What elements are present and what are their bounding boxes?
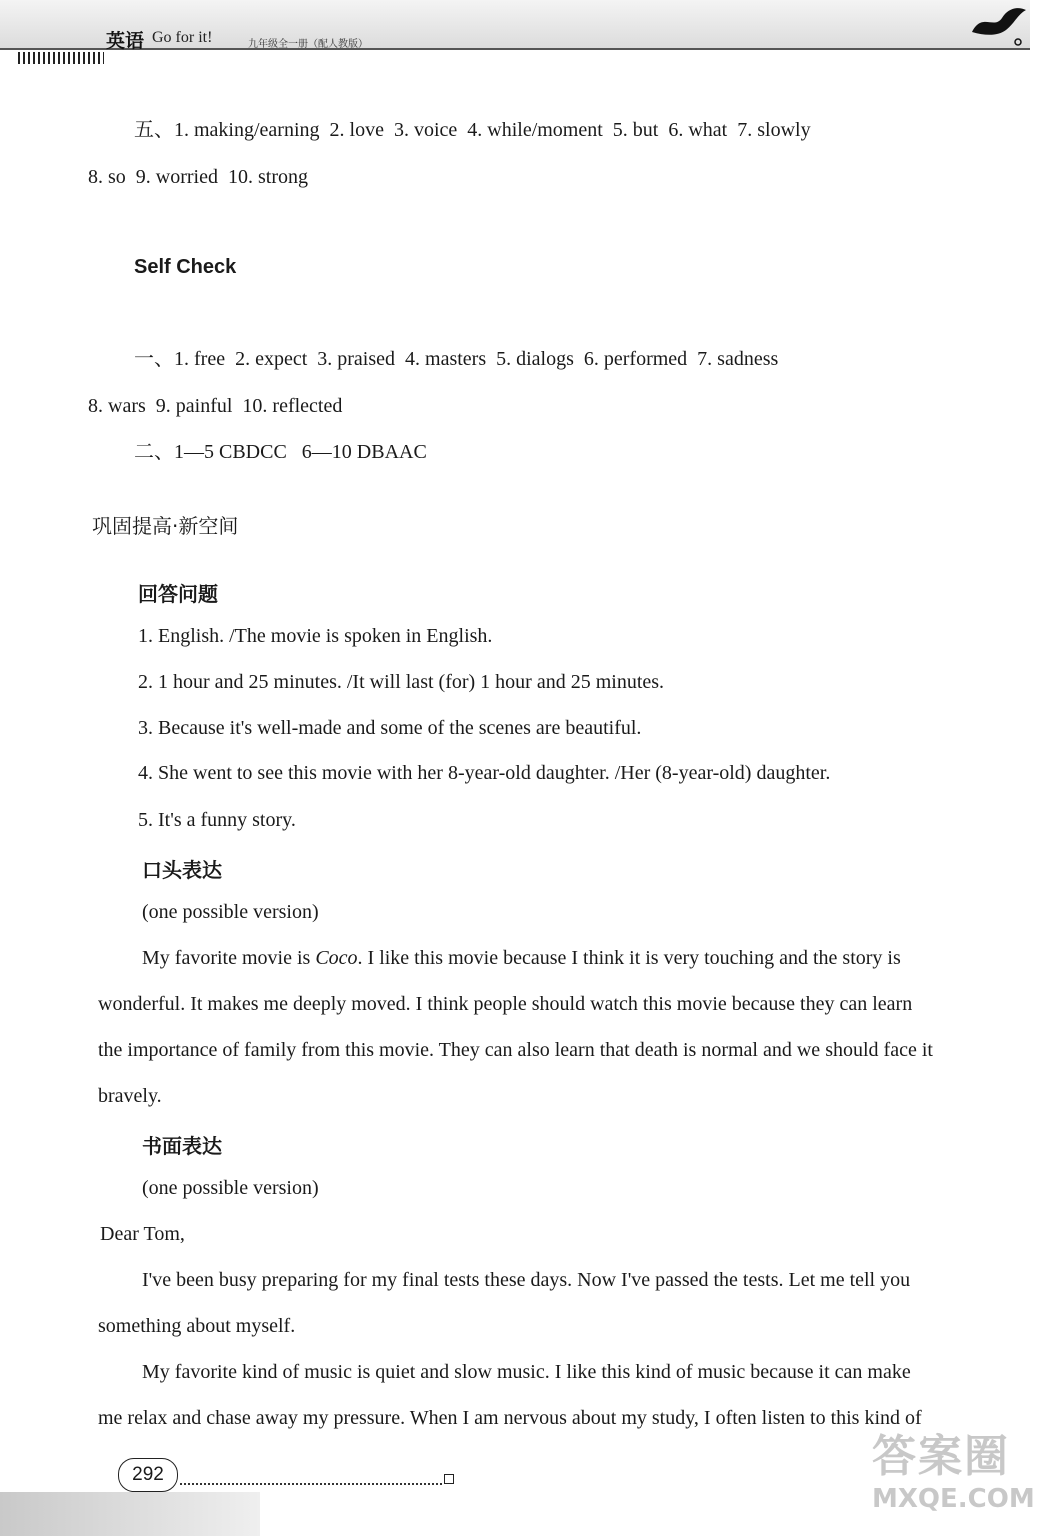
watermark-url: MXQE.COM xyxy=(872,1484,1035,1514)
watermark xyxy=(872,1420,1042,1530)
qa-heading: 回答问题 xyxy=(138,582,218,606)
qa-answer: 4. She went to see this movie with her 8-year-old daughter. /Her (8-year-old) daughter. xyxy=(138,762,831,784)
exercise-one-line-2: 8. wars 9. painful 10. reflected xyxy=(88,395,343,417)
oral-text: My favorite movie is xyxy=(142,947,316,969)
qa-answer: 5. It's a funny story. xyxy=(138,809,296,831)
exercise-one-line-1: 一、1. free 2. expect 3. praised 4. masters 5. dialogs 6. performed 7. sadness xyxy=(134,348,779,370)
letter-line-1: I've been busy preparing for my final tests these days. Now I've passed the tests. Let me tell you xyxy=(142,1269,911,1291)
oral-heading: 口头表达 xyxy=(142,858,222,882)
oral-paragraph-line-4: bravely. xyxy=(98,1085,162,1107)
footer-dotted-line xyxy=(180,1463,442,1485)
exercise-five-line-2: 8. so 9. worried 10. strong xyxy=(88,166,308,188)
section-heading: 巩固提高·新空间 xyxy=(92,514,239,538)
watermark-text: 答案圈 xyxy=(872,1431,1010,1482)
letter-line-4: me relax and chase away my pressure. When I am nervous about my study, I often listen to this kind of xyxy=(98,1407,922,1429)
written-heading: 书面表达 xyxy=(142,1134,222,1158)
oral-paragraph-line-3: the importance of family from this movie. They can also learn that death is normal and we should face it xyxy=(98,1039,933,1061)
footer-band xyxy=(0,1492,260,1536)
exercise-five-line-1: 五、1. making/earning 2. love 3. voice 4. while/moment 5. but 6. what 7. slowly xyxy=(134,119,811,141)
self-check-heading: Self Check xyxy=(134,256,237,278)
qa-answer: 2. 1 hour and 25 minutes. /It will last (for) 1 hour and 25 minutes. xyxy=(138,671,665,693)
header-grade-label: 九年级全一册（配人教版） xyxy=(248,39,368,50)
letter-line-2: something about myself. xyxy=(98,1315,296,1337)
qa-answer: 1. English. /The movie is spoken in English. xyxy=(138,625,493,647)
header-subtitle: Go for it! xyxy=(152,29,213,46)
letter-salutation: Dear Tom, xyxy=(100,1223,185,1245)
footer-square-icon xyxy=(444,1474,454,1484)
oral-text: . I like this movie because I think it is very touching and the story is xyxy=(357,947,901,969)
exercise-two-line: 二、1—5 CBDCC 6—10 DBAAC xyxy=(134,441,427,463)
oral-paragraph-line-1 xyxy=(142,946,901,970)
written-version-note: (one possible version) xyxy=(142,1177,319,1199)
header-ruler-decoration xyxy=(18,52,104,64)
oral-paragraph-line-2: wonderful. It makes me deeply moved. I think people should watch this movie because they can learn xyxy=(98,993,913,1015)
oral-version-note: (one possible version) xyxy=(142,901,319,923)
header-title: 英语 xyxy=(106,30,145,52)
movie-title: Coco xyxy=(315,947,358,969)
page-number: 292 xyxy=(118,1458,178,1492)
letter-line-3: My favorite kind of music is quiet and slow music. I like this kind of music because it can make xyxy=(142,1361,911,1383)
qa-answer: 3. Because it's well-made and some of the scenes are beautiful. xyxy=(138,717,642,739)
bird-logo-icon xyxy=(968,2,1030,48)
